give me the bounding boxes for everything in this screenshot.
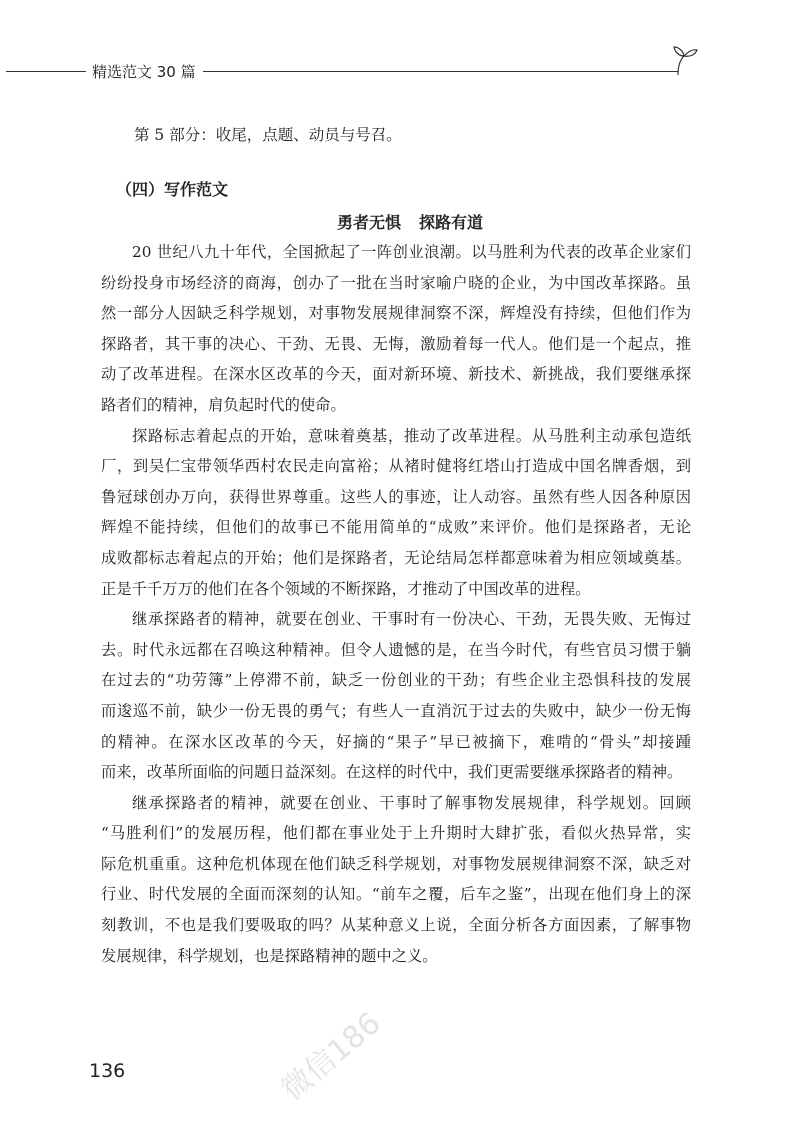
paragraph-line: 探路者，其干事的决心、干劲、无畏、无悔，激励着每一代人。他们是一个起点，推 <box>101 334 691 353</box>
paragraph-line: “马胜利们”的发展历程，他们都在事业处于上升期时大肆扩张，看似火热异常，实 <box>101 824 691 843</box>
paragraph-line: 动了改革进程。在深水区改革的今天，面对新环境、新技术、新挑战，我们要继承探 <box>101 365 691 384</box>
header-rule-left <box>6 71 86 72</box>
paragraph-line: 然一部分人因缺乏科学规划，对事物发展规律洞察不深，辉煌没有持续，但他们作为 <box>101 304 691 323</box>
paragraph-line: 继承探路者的精神，就要在创业、干事时有一份决心、干劲，无畏失败、无悔过 <box>132 610 691 629</box>
lead-line: 第 5 部分：收尾，点题、动员与号召。 <box>134 126 402 144</box>
paragraph-line: 鲁冠球创办万向，获得世界尊重。这些人的事迹，让人动容。虽然有些人因各种原因 <box>101 487 691 506</box>
paragraph-line: 刻教训，不也是我们要吸取的吗？从某种意义上说，全面分析各方面因素，了解事物 <box>101 916 691 935</box>
essay-title-part: 勇者无惧 <box>336 213 401 232</box>
page-number: 136 <box>89 1060 126 1082</box>
watermark: 微信186 <box>275 1005 388 1108</box>
paragraph-line: 厂，到吴仁宝带领华西村农民走向富裕；从褚时健将红塔山打造成中国名牌香烟，到 <box>101 457 691 476</box>
paragraph-line: 而来，改革所面临的问题日益深刻。在这样的时代中，我们更需要继承探路者的精神。 <box>101 763 683 782</box>
paragraph-line: 纷纷投身市场经济的商海，创办了一批在当时家喻户晓的企业，为中国改革探路。虽 <box>101 273 691 292</box>
paragraph-line: 在过去的“功劳簿”上停滞不前，缺乏一份创业的干劲；有些企业主恐惧科技的发展 <box>101 671 691 690</box>
header-rule-right <box>203 71 678 72</box>
paragraph-line: 发展规律，科学规划，也是探路精神的题中之义。 <box>101 946 438 965</box>
paragraph-line: 路者们的精神，肩负起时代的使命。 <box>101 395 346 414</box>
header-title: 精选范文 30 篇 <box>92 63 196 81</box>
essay-body <box>101 237 691 971</box>
paragraph-line: 20 世纪八九十年代，全国掀起了一阵创业浪潮。以马胜利为代表的改革企业家们 <box>132 243 691 261</box>
sprout-icon <box>670 44 698 76</box>
paragraph-line: 的精神。在深水区改革的今天，好摘的“果子”早已被摘下，难啃的“骨头”却接踵 <box>101 732 691 751</box>
paragraph-line: 成败都标志着起点的开始；他们是探路者，无论结局怎样都意味着为相应领域奠基。 <box>101 548 691 567</box>
paragraph-line: 际危机重重。这种危机体现在他们缺乏科学规划，对事物发展规律洞察不深，缺乏对 <box>101 854 691 873</box>
running-header <box>0 58 800 88</box>
paragraph-line: 探路标志着起点的开始，意味着奠基，推动了改革进程。从马胜利主动承包造纸 <box>132 426 691 445</box>
paragraph-line: 行业、时代发展的全面而深刻的认知。“前车之覆，后车之鉴”，出现在他们身上的深 <box>101 885 691 904</box>
paragraph-line: 去。时代永远都在召唤这种精神。但令人遗憾的是，在当今时代，有些官员习惯于躺 <box>101 640 691 659</box>
paragraph-line: 正是千千万万的他们在各个领域的不断探路，才推动了中国改革的进程。 <box>101 579 591 598</box>
essay-title-part: 探路有道 <box>419 213 484 232</box>
paragraph-line: 辉煌不能持续，但他们的故事已不能用简单的“成败”来评价。他们是探路者，无论 <box>101 518 691 537</box>
paragraph-line: 而逡巡不前，缺少一份无畏的勇气；有些人一直消沉于过去的失败中，缺少一份无悔 <box>101 701 691 720</box>
paragraph-line: 继承探路者的精神，就要在创业、干事时了解事物发展规律，科学规划。回顾 <box>132 793 691 812</box>
essay-title <box>0 210 800 233</box>
section-heading: （四）写作范文 <box>116 180 229 199</box>
